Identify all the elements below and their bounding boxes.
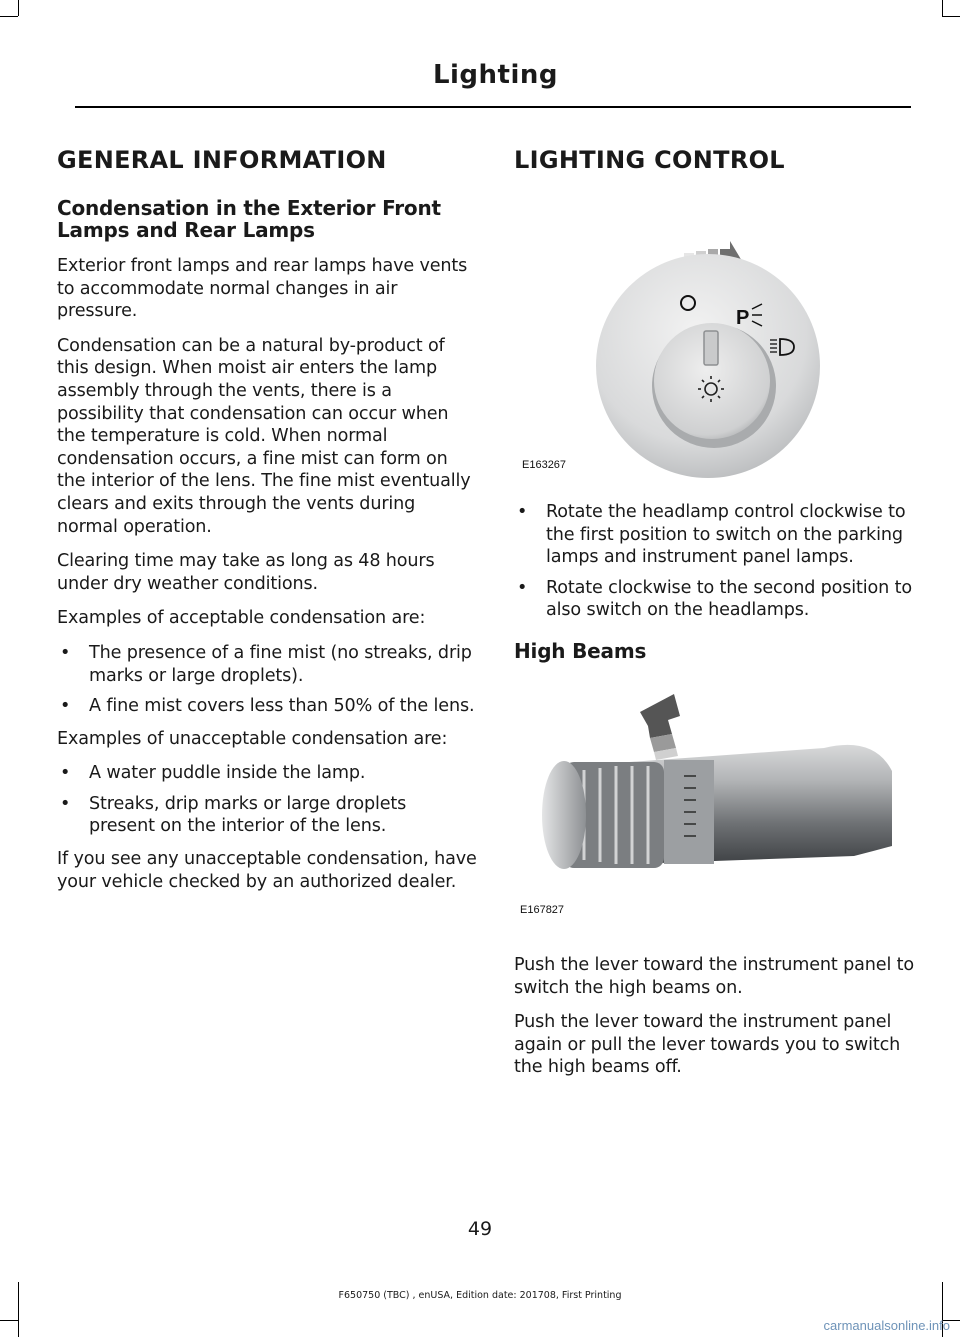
bullet: • — [517, 577, 528, 598]
knob-pointer — [704, 331, 718, 365]
bullet: • — [60, 793, 71, 814]
list-item — [57, 762, 477, 785]
unacceptable-list — [57, 762, 477, 838]
section-heading-lighting-control: LIGHTING CONTROL — [514, 146, 785, 174]
parking-lamps-label: P — [736, 307, 750, 329]
list-item — [57, 793, 477, 838]
crop-mark — [18, 0, 19, 16]
control-steps-list — [514, 501, 914, 622]
bullet: • — [517, 502, 528, 522]
page-number: 49 — [467, 1218, 493, 1240]
list-item-text: Rotate the headlamp control clockwise to the first position to switch on the parking lamps and instrument panel lamps. — [546, 502, 906, 568]
watermark: carmanualsonline.info — [823, 1318, 950, 1333]
headlamp-switch-illustration — [514, 191, 914, 483]
lever-illustration — [514, 676, 914, 936]
list-item — [57, 695, 477, 718]
header-rule — [75, 106, 911, 108]
paragraph: Push the lever toward the instrument panel to switch the high beams on. — [514, 954, 914, 998]
edition-info: F650750 (TBC) , enUSA, Edition date: 201708, First Printing — [338, 1290, 622, 1301]
list-item-text: Rotate clockwise to the second position to also switch on the headlamps. — [546, 577, 912, 621]
list-item-text: The presence of a fine mist (no streaks, drip marks or large droplets). — [89, 642, 472, 686]
right-column — [514, 145, 914, 1091]
figure-id: E167827 — [520, 903, 565, 916]
list-item-text: A water puddle inside the lamp. — [89, 763, 366, 784]
paragraph: If you see any unacceptable condensation, have your vehicle checked by an authorized dealer. — [57, 849, 477, 892]
list-item-text: Streaks, drip marks or large droplets present on the interior of the lens. — [89, 793, 407, 837]
crop-mark — [942, 16, 960, 17]
page-header-title: Lighting — [432, 60, 558, 90]
headlamp-control-figure — [514, 191, 914, 483]
paragraph: Exterior front lamps and rear lamps have vents to accommodate normal changes in air pressure. — [57, 256, 468, 322]
left-column — [57, 145, 477, 905]
paragraph: Condensation can be a natural by-product of this design. When moist air enters the lamp assembly through the vents, there is a possibility that condensation can occur when the temperature is cold. When normal condensation occurs, a fine mist can form on the interior of the lens. The fine mist eventually clears and exits through the vents during normal operation. — [57, 335, 471, 537]
figure-id: E163267 — [522, 459, 567, 471]
crop-mark — [0, 1320, 18, 1321]
list-item — [57, 642, 477, 687]
subheading-condensation: Condensation in the Exterior Front Lamps and Rear Lamps — [57, 196, 441, 242]
list-item-text: A fine mist covers less than 50% of the lens. — [89, 696, 475, 717]
paragraph: Clearing time may take as long as 48 hours under dry weather conditions. — [57, 551, 435, 594]
paragraph: Examples of unacceptable condensation are: — [57, 728, 448, 749]
list-item — [514, 577, 914, 622]
paragraph: Examples of acceptable condensation are: — [57, 608, 426, 629]
acceptable-list — [57, 642, 477, 718]
subheading-high-beams: High Beams — [514, 638, 647, 663]
paragraph: Push the lever toward the instrument panel again or pull the lever towards you to switch the high beams off. — [514, 1012, 901, 1078]
bullet: • — [60, 642, 71, 663]
high-beam-lever-figure — [514, 676, 914, 956]
lever-cap — [542, 761, 586, 869]
crop-mark — [942, 0, 943, 16]
crop-mark — [0, 16, 18, 17]
list-item — [514, 501, 914, 569]
section-heading-general-information: GENERAL INFORMATION — [57, 146, 387, 174]
bullet: • — [60, 696, 71, 717]
bullet: • — [60, 763, 71, 784]
push-arrow-icon — [640, 694, 680, 760]
